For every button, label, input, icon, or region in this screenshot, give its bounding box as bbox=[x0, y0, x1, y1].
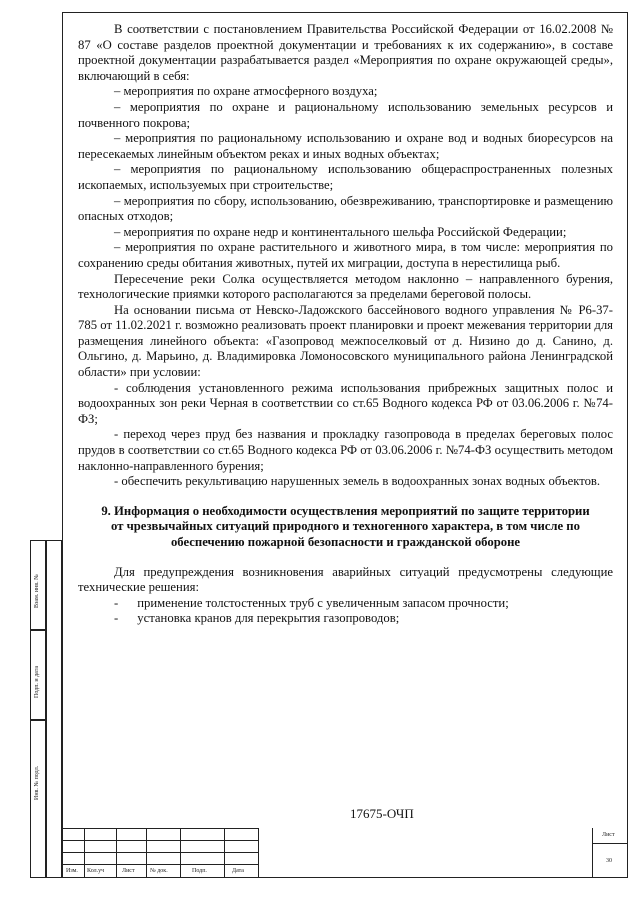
stamp-col bbox=[116, 828, 117, 878]
paragraph: – мероприятия по рациональному использованию и охране вод и водных биоресурсов на пересекаемых линейным объектом реках и иных водных объектах; bbox=[78, 131, 613, 161]
stamp-col bbox=[84, 828, 85, 878]
stamp-col bbox=[180, 828, 181, 878]
sheet-label: Лист bbox=[602, 832, 615, 838]
paragraph: - обеспечить рекультивацию нарушенных земель в водоохранных зонах водных объектов. bbox=[114, 474, 601, 489]
paragraph: - соблюдения установленного режима использования прибрежных защитных полос и водоохранных зон реки Черная в соответствии со ст.65 Водного кодекса РФ от 03.06.2006 г. №74-ФЗ; bbox=[78, 380, 613, 426]
paragraph: – мероприятия по охране и рациональному использованию земельных ресурсов и почвенного покрова; bbox=[78, 99, 613, 130]
document-code: 17675-ОЧП bbox=[350, 806, 414, 821]
stamp-label: Кол.уч bbox=[87, 868, 105, 874]
title-block bbox=[62, 828, 628, 878]
paragraph: – мероприятия по охране недр и континентального шельфа Российской Федерации; bbox=[114, 224, 567, 239]
stamp-line bbox=[592, 843, 628, 844]
stamp-label: Изм. bbox=[66, 868, 78, 874]
section-heading: 9. Информация о необходимости осуществления мероприятий по защите территории от чрезвычайных ситуаций природного и техногенного характера, в том числе по обеспечению пожарной безопасности и гражданской обороне bbox=[101, 503, 590, 549]
stamp-col bbox=[224, 828, 225, 878]
list-item: - применение толстостенных труб с увеличенным запасом прочности; bbox=[114, 595, 509, 610]
stamp-col bbox=[258, 828, 259, 878]
paragraph: – мероприятия по рациональному использованию общераспространенных полезных ископаемых, используемых при строительстве; bbox=[78, 162, 613, 192]
stamp-line bbox=[62, 864, 258, 865]
sheet-number: 30 bbox=[606, 858, 612, 864]
side-label-inv: Инв. № подл. bbox=[34, 765, 40, 800]
paragraph: - переход через пруд без названия и прокладку газопровода в пределах береговых полос прудов в соответствии со ст.65 Водного кодекса РФ от 03.06.2006 г. №74-ФЗ осуществить методом наклонно-направленного бурения; bbox=[78, 427, 613, 473]
paragraph: – мероприятия по охране атмосферного воздуха; bbox=[114, 84, 378, 99]
document-body bbox=[78, 22, 613, 627]
stamp-line bbox=[62, 852, 258, 853]
stamp-label: Дата bbox=[232, 868, 244, 874]
stamp-label: Подп. bbox=[192, 868, 207, 874]
paragraph: На основании письма от Невско-Ладожского бассейнового водного управления № Р6-37-785 от 11.02.2021 г. возможно реализовать проект планировки и проект межевания территории для размещения линейного объекта: «Газопровод межпоселковый от д. Низино до д. Санино, д. Ольгино, д. Марьино, д. Владимировка Ломоносовского муниципального района Ленинградской области» при условии: bbox=[78, 302, 613, 380]
side-label-replace: Взам. инв. № bbox=[34, 574, 40, 608]
stamp-col bbox=[146, 828, 147, 878]
stamp-line bbox=[62, 840, 258, 841]
stamp-col bbox=[592, 828, 593, 878]
side-label-sign: Подп. и дата bbox=[34, 665, 40, 698]
paragraph: В соответствии с постановлением Правительства Российской Федерации от 16.02.2008 № 87 «О составе разделов проектной документации и требованиях к их содержанию», в составе проектной документации разрабатывается раздел «Мероприятия по охране окружающей среды», включающий в себя: bbox=[78, 22, 613, 83]
stamp-label: № док. bbox=[150, 868, 168, 874]
list-item: - установка кранов для перекрытия газопроводов; bbox=[114, 611, 400, 626]
paragraph: – мероприятия по охране растительного и животного мира, в том числе: мероприятия по сохранению среды обитания животных, путей их миграции, доступа в нерестилища рыб. bbox=[78, 240, 613, 270]
paragraph: Для предупреждения возникновения аварийных ситуаций предусмотрены следующие технические решения: bbox=[78, 564, 613, 595]
paragraph: – мероприятия по сбору, использованию, обезвреживанию, транспортировке и размещению опасных отходов; bbox=[78, 193, 613, 224]
paragraph: Пересечение реки Солка осуществляется методом наклонно – направленного бурения, технологические приямки которого располагаются за пределами береговой полосы. bbox=[78, 271, 613, 302]
stamp-label: Лист bbox=[122, 868, 135, 874]
side-col-2 bbox=[46, 540, 62, 878]
stamp-line bbox=[62, 828, 258, 829]
